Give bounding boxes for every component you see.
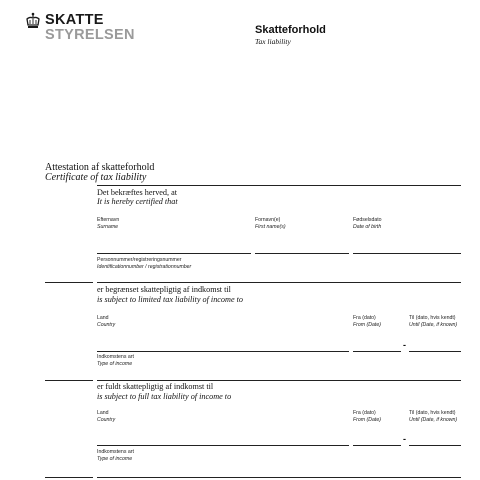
firstname-field[interactable] [255,253,349,254]
full-until-field[interactable] [409,445,461,446]
surname-field[interactable] [97,253,251,254]
logo-text-bottom: STYRELSEN [45,27,135,43]
firstname-label-en: First name(s) [255,224,286,230]
full-text-en: is subject to full tax liability of income to [97,392,232,401]
limited-left-rule [45,282,93,283]
next-rule [97,477,461,478]
full-income-label-en: Type of income [97,456,133,462]
intro-text-en: It is hereby certified that [97,197,178,206]
document-title: Skatteforhold [255,24,326,36]
full-until-label-en: Until (Date, if known) [409,417,458,423]
certificate-subtitle: Certificate of tax liability [45,172,147,183]
limited-until-label-en: Until (Date, if known) [409,322,458,328]
dob-label-en: Date of birth [353,224,382,230]
limited-country-field[interactable] [97,351,349,352]
limited-income-label: Indkomstens art [97,354,134,360]
limited-until-field[interactable] [409,351,461,352]
full-text: er fuldt skattepligtig af indkomst til [97,382,214,391]
certificate-title: Attestation af skatteforhold [45,162,155,173]
intro-text: Det bekræftes herved, at [97,188,178,197]
full-income-label: Indkomstens art [97,449,134,455]
full-left-rule [45,380,93,381]
limited-from-field[interactable] [353,351,401,352]
next-left-rule [45,477,93,478]
limited-until-label: Til (dato, hvis kendt) [409,315,456,321]
limited-country-label-en: Country [97,322,116,328]
limited-date-dash: - [403,340,406,350]
full-rule [97,380,461,381]
dob-field[interactable] [353,253,461,254]
limited-text: er begrænset skattepligtig af indkomst til [97,285,231,294]
full-country-field[interactable] [97,445,349,446]
intro-rule [97,185,461,186]
full-from-label: Fra (dato) [353,410,376,416]
limited-income-label-en: Type of income [97,361,133,367]
full-country-label-en: Country [97,417,116,423]
dob-label: Fødselsdato [353,217,382,223]
full-from-field[interactable] [353,445,401,446]
limited-text-en: is subject to limited tax liability of income to [97,295,243,304]
document-subtitle: Tax liability [255,37,291,46]
limited-from-label-en: From (Date) [353,322,381,328]
idnum-label-en: Identificationnumber / registrationnumber [97,264,192,270]
idnum-label: Personnummer/registreringsnummer [97,257,182,263]
firstname-label: Fornavn(e) [255,217,281,223]
limited-country-label: Land [97,315,109,321]
full-until-label: Til (dato, hvis kendt) [409,410,456,416]
limited-from-label: Fra (dato) [353,315,376,321]
limited-rule [97,282,461,283]
surname-label-en: Surname [97,224,119,230]
full-country-label: Land [97,410,109,416]
surname-label: Efternavn [97,217,120,223]
full-date-dash: - [403,434,406,444]
logo-text-top: SKATTE [45,12,104,28]
full-from-label-en: From (Date) [353,417,381,423]
crown-icon [26,12,40,32]
